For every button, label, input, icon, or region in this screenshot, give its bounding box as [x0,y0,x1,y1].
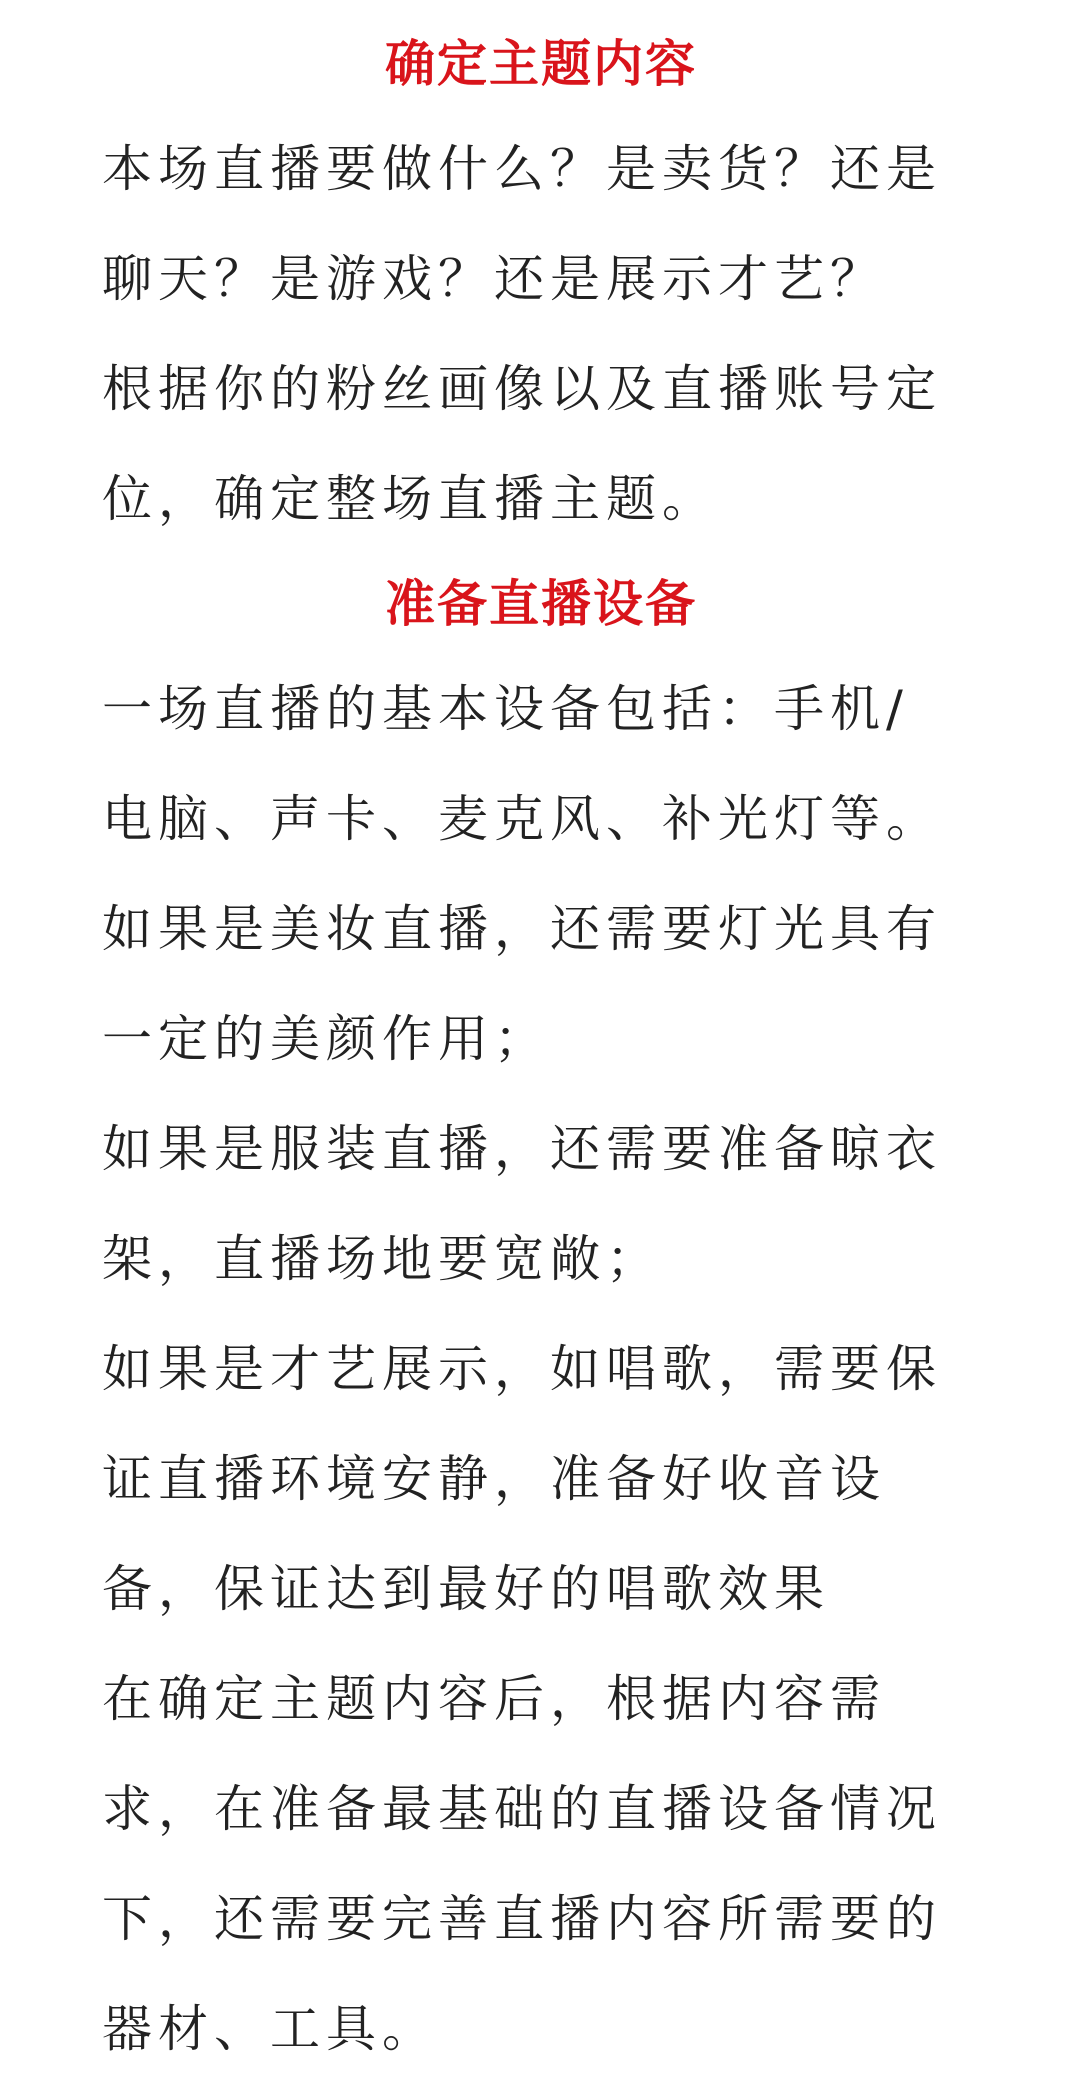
text-line: 如果是服装直播，还需要准备晾衣 [102,1120,942,1178]
paragraph-summary [102,1644,980,2084]
text-line: 如果是才艺展示，如唱歌，需要保 [102,1340,942,1398]
paragraph-clothing-live [102,1094,980,1314]
text-line: 如果是美妆直播，还需要灯光具有 [102,900,942,958]
text-line: 在确定主题内容后，根据内容需 [102,1670,886,1728]
text-line: 下，还需要完善直播内容所需要的 [102,1890,942,1948]
section-heading-equipment: 准备直播设备 [385,575,697,633]
paragraph-basic-equipment [102,654,980,874]
text-line: 聊天？是游戏？还是展示才艺？ [102,250,886,308]
text-line: 器材、工具。 [102,2000,438,2058]
paragraph-topic-question [102,114,980,334]
text-line: 一场直播的基本设备包括：手机/ [102,680,909,738]
text-line: 位，确定整场直播主题。 [102,470,718,528]
paragraph-makeup-live [102,874,980,1094]
text-line: 备，保证达到最好的唱歌效果 [102,1560,830,1618]
text-line: 电脑、声卡、麦克风、补光灯等。 [102,790,942,848]
text-line: 根据你的粉丝画像以及直播账号定 [102,360,942,418]
section-heading-topic: 确定主题内容 [385,35,697,93]
text-line: 本场直播要做什么？是卖货？还是 [102,140,942,198]
paragraph-topic-positioning [102,334,980,554]
text-line: 证直播环境安静，准备好收音设 [102,1450,886,1508]
paragraph-talent-show [102,1314,980,1644]
text-line: 一定的美颜作用； [102,1010,550,1068]
text-line: 求，在准备最基础的直播设备情况 [102,1780,942,1838]
text-line: 架，直播场地要宽敞； [102,1230,662,1288]
